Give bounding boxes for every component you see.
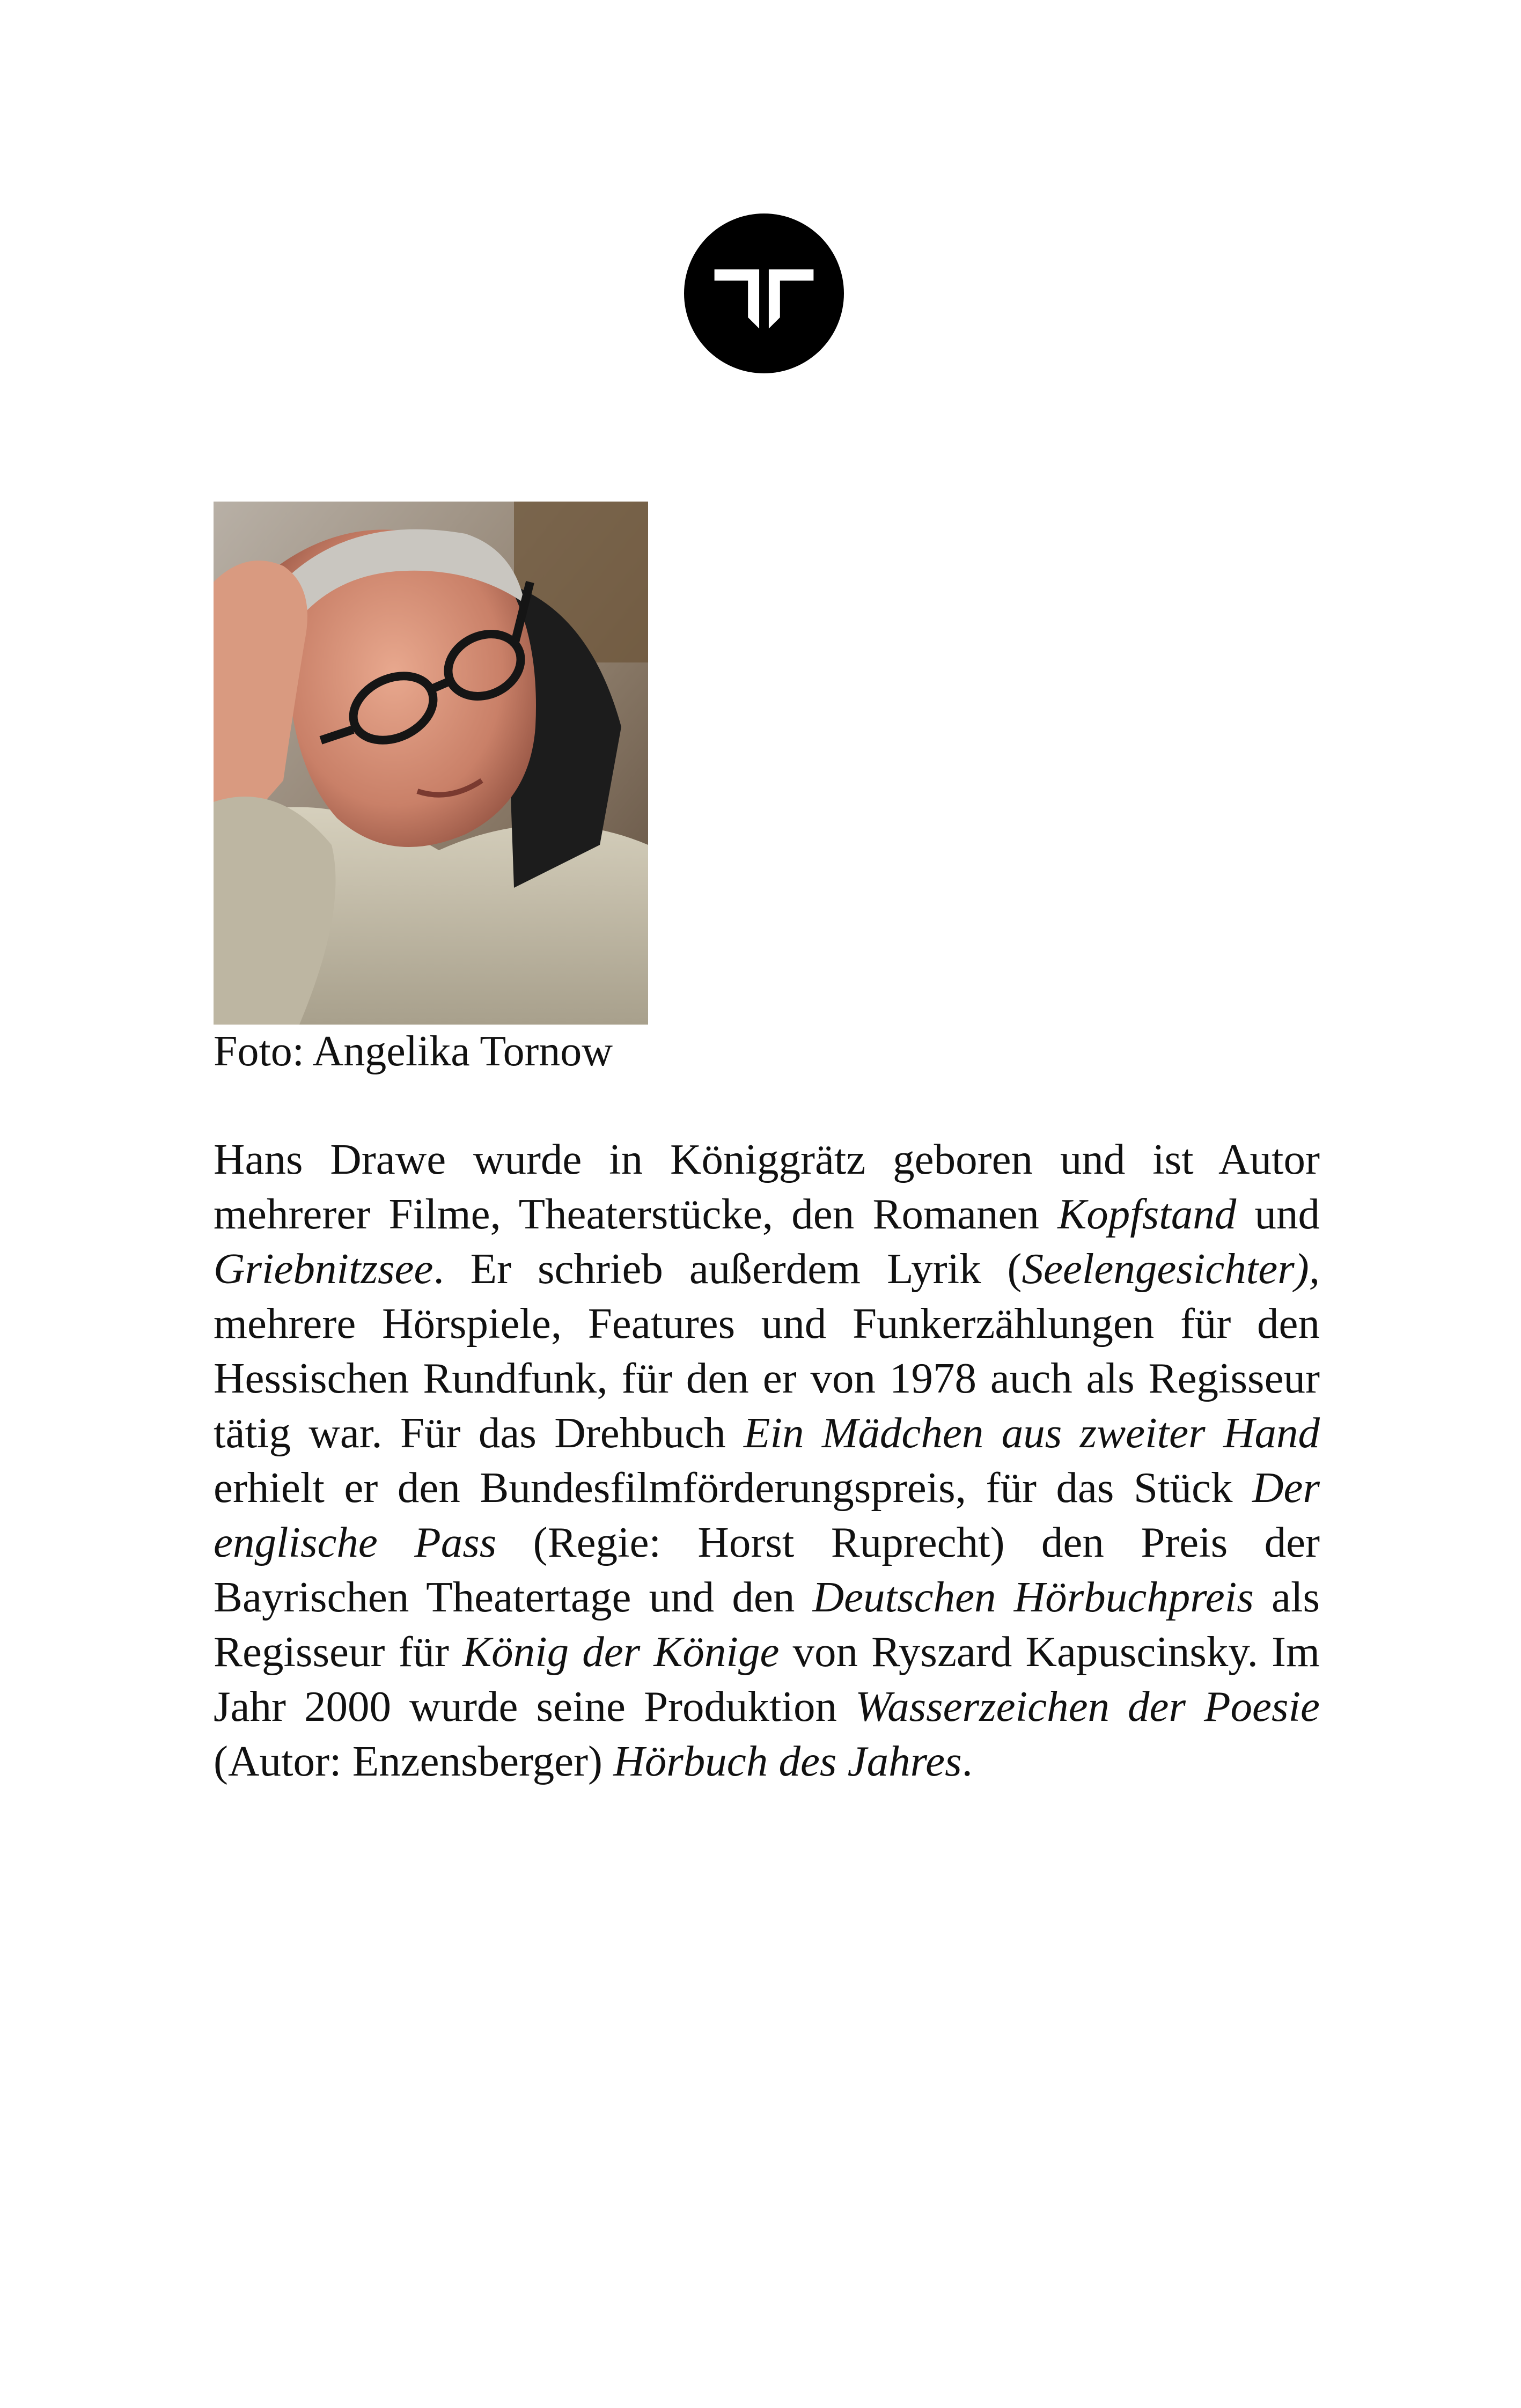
work-title: Wasserzeichen der Poesie	[855, 1682, 1320, 1730]
work-title: Ein Mädchen aus zweiter Hand	[744, 1409, 1320, 1457]
work-title: Griebnitzsee	[214, 1244, 433, 1293]
work-title: Seelengesichter),	[1022, 1244, 1320, 1293]
photo-caption: Foto: Angelika Tornow	[214, 1028, 613, 1075]
award-title: Deutschen Hörbuchpreis	[812, 1573, 1254, 1621]
work-title: König der Könige	[462, 1628, 780, 1676]
publisher-logo-icon	[684, 213, 844, 373]
work-title: Kopfstand	[1057, 1190, 1237, 1238]
work-title: Der englische Pass	[214, 1463, 1320, 1566]
author-portrait-photo	[214, 502, 648, 1025]
award-title: Hörbuch des Jahres	[613, 1737, 962, 1785]
author-biography: Hans Drawe wurde in Königgrätz geboren und ist Autor mehrerer Filme, Theaterstücke, den Romanen Kopfstand und Griebnitzsee. Er schrieb außerdem Lyrik (Seelengesichter), mehrere Hörspiele, Features und Funkerzählungen für den Hessischen Rundfunk, für den er von 1978 auch als Regisseur tätig war. Für das Drehbuch Ein Mädchen aus zweiter Hand erhielt er den Bundesfilmförderungspreis, für das Stück Der englische Pass (Regie: Horst Ruprecht) den Preis der Bayrischen Theatertage und den Deutschen Hörbuchpreis als Regisseur für König der Könige von Ryszard Kapuscinsky. Im Jahr 2000 wurde seine Produktion Wasserzeichen der Poesie (Autor: Enzensberger) Hörbuch des Jahres.	[214, 1135, 1320, 1785]
